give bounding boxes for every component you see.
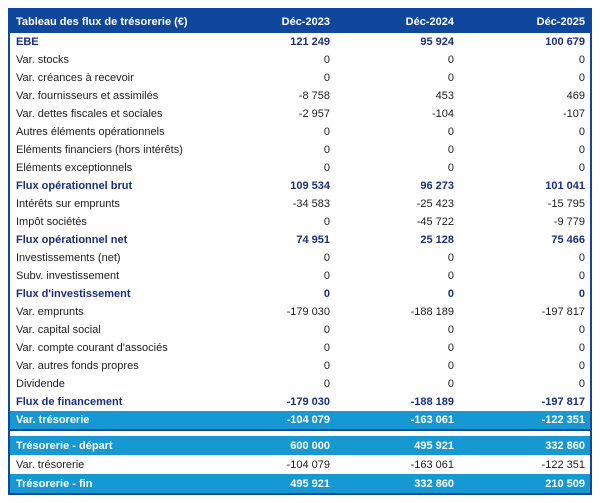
row-value: 100 679 (545, 36, 585, 48)
row-label: Intérêts sur emprunts (16, 198, 120, 210)
row-value: 0 (447, 288, 454, 300)
row-value: 0 (578, 324, 585, 336)
row-value: 0 (447, 54, 454, 66)
row-value: -122 351 (541, 414, 585, 426)
table-row (10, 357, 590, 375)
table-header-row (10, 10, 590, 33)
row-value: 25 128 (420, 234, 454, 246)
table-row (10, 177, 590, 195)
table-row (10, 393, 590, 411)
table-row (10, 455, 590, 474)
row-value: -197 817 (541, 396, 585, 408)
row-value: 109 534 (290, 180, 330, 192)
row-value: 469 (566, 90, 585, 102)
row-value: 0 (578, 342, 585, 354)
row-label: Var. capital social (16, 324, 101, 336)
row-value: 0 (447, 252, 454, 264)
row-label: Eléments exceptionnels (16, 162, 133, 174)
table-row (10, 339, 590, 357)
row-value: 0 (578, 72, 585, 84)
table-title: Tableau des flux de trésorerie (€) (16, 15, 188, 28)
row-value: 600 000 (290, 439, 330, 452)
row-value: 495 921 (414, 439, 454, 452)
table-row (10, 69, 590, 87)
row-value: -179 030 (286, 396, 330, 408)
row-value: 0 (323, 72, 330, 84)
row-label: Flux de financement (16, 396, 123, 408)
table-row (10, 123, 590, 141)
row-value: -188 189 (410, 396, 454, 408)
table-row (10, 105, 590, 123)
row-value: -197 817 (541, 306, 585, 318)
table-summary (10, 436, 590, 493)
table-body (10, 33, 590, 429)
row-value: 0 (323, 126, 330, 138)
row-value: -122 351 (541, 458, 585, 471)
table-row (10, 411, 590, 429)
row-label: Autres éléments opérationnels (16, 126, 165, 138)
row-value: 0 (578, 252, 585, 264)
row-label: Var. trésorerie (16, 458, 85, 471)
table-row (10, 375, 590, 393)
row-value: 0 (447, 342, 454, 354)
row-value: 0 (323, 288, 330, 300)
row-label: Flux d'investissement (16, 288, 131, 300)
row-value: -25 423 (416, 198, 454, 210)
row-label: Var. créances à recevoir (16, 72, 134, 84)
row-label: Var. autres fonds propres (16, 360, 139, 372)
table-row (10, 87, 590, 105)
row-value: 95 924 (420, 36, 454, 48)
row-label: Var. stocks (16, 54, 69, 66)
row-value: 0 (323, 216, 330, 228)
column-header-dec-2025: Déc-2025 (536, 15, 585, 28)
row-value: 495 921 (290, 477, 330, 490)
row-label: Impôt sociétés (16, 216, 87, 228)
row-value: 101 041 (545, 180, 585, 192)
table-row (10, 195, 590, 213)
row-value: -34 583 (292, 198, 330, 210)
cash-flow-table (8, 8, 592, 495)
row-value: 0 (323, 162, 330, 174)
row-value: -15 795 (547, 198, 585, 210)
row-value: 0 (578, 144, 585, 156)
table-row (10, 436, 590, 455)
column-header-dec-2023: Déc-2023 (281, 15, 330, 28)
row-value: 0 (578, 360, 585, 372)
row-value: 75 466 (551, 234, 585, 246)
row-label: Flux opérationnel net (16, 234, 128, 246)
row-value: 0 (447, 378, 454, 390)
table-row (10, 213, 590, 231)
row-value: -8 758 (298, 90, 330, 102)
row-label: Flux opérationnel brut (16, 180, 133, 192)
row-value: 0 (447, 72, 454, 84)
row-value: 0 (447, 162, 454, 174)
row-value: 0 (578, 378, 585, 390)
row-value: -104 079 (286, 458, 330, 471)
row-value: 0 (578, 288, 585, 300)
row-value: -9 779 (553, 216, 585, 228)
row-value: 332 860 (414, 477, 454, 490)
row-value: -163 061 (410, 458, 454, 471)
row-value: 121 249 (290, 36, 330, 48)
row-value: 0 (578, 270, 585, 282)
row-label: Trésorerie - départ (16, 439, 113, 452)
table-row (10, 141, 590, 159)
row-value: 96 273 (420, 180, 454, 192)
row-value: 0 (447, 126, 454, 138)
row-value: 0 (447, 360, 454, 372)
row-label: Dividende (16, 378, 65, 390)
row-value: 332 860 (545, 439, 585, 452)
row-value: 0 (323, 360, 330, 372)
table-row (10, 474, 590, 493)
table-row (10, 285, 590, 303)
row-value: 0 (578, 54, 585, 66)
table-row (10, 321, 590, 339)
row-value: 0 (323, 144, 330, 156)
column-header-dec-2024: Déc-2024 (405, 15, 454, 28)
row-value: 74 951 (296, 234, 330, 246)
row-value: 0 (323, 324, 330, 336)
row-value: -2 957 (298, 108, 330, 120)
row-value: 0 (323, 342, 330, 354)
table-row (10, 159, 590, 177)
row-value: -45 722 (416, 216, 454, 228)
row-label: Var. fournisseurs et assimilés (16, 90, 159, 102)
row-value: 0 (323, 252, 330, 264)
row-label: Var. trésorerie (16, 414, 90, 426)
row-label: Var. dettes fiscales et sociales (16, 108, 163, 120)
row-value: 0 (447, 324, 454, 336)
row-value: 0 (447, 144, 454, 156)
row-value: -104 079 (286, 414, 330, 426)
table-row (10, 51, 590, 69)
row-value: -107 (562, 108, 585, 120)
row-value: 0 (323, 270, 330, 282)
row-label: Investissements (net) (16, 252, 121, 264)
table-row (10, 249, 590, 267)
row-value: 0 (578, 162, 585, 174)
row-label: Subv. investissement (16, 270, 120, 282)
row-value: -104 (431, 108, 454, 120)
row-value: 453 (435, 90, 454, 102)
row-label: EBE (16, 36, 39, 48)
row-value: 0 (323, 378, 330, 390)
table-row (10, 33, 590, 51)
row-value: -188 189 (410, 306, 454, 318)
row-value: 0 (323, 54, 330, 66)
table-row (10, 231, 590, 249)
row-value: -163 061 (410, 414, 454, 426)
row-value: 0 (578, 126, 585, 138)
row-value: 0 (447, 270, 454, 282)
row-label: Eléments financiers (hors intérêts) (16, 144, 183, 156)
row-value: 210 509 (545, 477, 585, 490)
row-label: Trésorerie - fin (16, 477, 93, 490)
row-label: Var. emprunts (16, 306, 84, 318)
row-label: Var. compte courant d'associés (16, 342, 168, 354)
table-row (10, 303, 590, 321)
row-value: -179 030 (286, 306, 330, 318)
table-row (10, 267, 590, 285)
